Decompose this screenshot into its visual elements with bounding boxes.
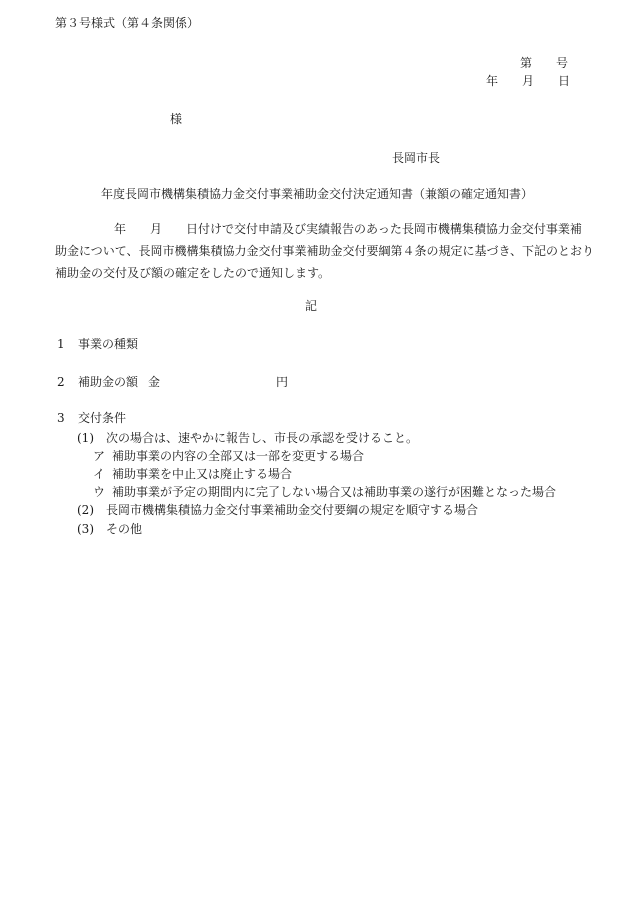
condition-2-number: (2) (77, 503, 94, 517)
condition-2-text: 長岡市機構集積協力金交付事業補助金交付要綱の規定を順守する場合 (106, 503, 479, 517)
recipient-suffix: 様 (170, 112, 183, 126)
document-title: 年度長岡市機構集積協力金交付事業補助金交付決定通知書（兼額の確定通知書） (101, 187, 534, 201)
sub-item-i-marker: イ (93, 467, 106, 481)
item-2-number: 2 (57, 375, 65, 389)
sub-item-u-text: 補助事業が予定の期間内に完了しない場合又は補助事業の遂行が困難となった場合 (112, 485, 557, 499)
sub-item-a-text: 補助事業の内容の全部又は一部を変更する場合 (112, 449, 365, 463)
condition-1-number: (1) (77, 431, 94, 445)
sub-item-a-marker: ア (93, 449, 106, 463)
item-3-label: 交付条件 (78, 411, 127, 425)
sub-item-i-text: 補助事業を中止又は廃止する場合 (112, 467, 293, 481)
body-line-1: 年 月 日付けで交付申請及び実績報告のあった長岡市機構集積協力金交付事業補 (114, 222, 582, 236)
sub-item-u-marker: ウ (93, 485, 106, 499)
condition-1-text: 次の場合は、速やかに報告し、市長の承認を受けること。 (106, 431, 419, 445)
sender-name: 長岡市長 (392, 151, 441, 165)
item-3-number: 3 (57, 411, 65, 425)
document-number: 第 号 (520, 56, 569, 70)
ki-heading: 記 (305, 299, 318, 313)
body-line-2: 助金について、長岡市機構集積協力金交付事業補助金交付要綱第４条の規定に基づき、下記のとおり (55, 244, 595, 258)
amount-unit: 円 (276, 375, 289, 389)
condition-3-number: (3) (77, 522, 94, 536)
item-2-label: 補助金の額 (78, 375, 139, 389)
body-line-3: 補助金の交付及び額の確定をしたので通知します。 (55, 266, 331, 280)
amount-prefix: 金 (148, 375, 161, 389)
condition-3-text: その他 (106, 522, 143, 536)
form-number: 第３号様式（第４条関係） (55, 16, 200, 30)
body-paragraph (55, 218, 595, 284)
document-date: 年 月 日 (486, 74, 571, 88)
item-1-label: 事業の種類 (78, 337, 139, 351)
item-1-number: 1 (57, 337, 65, 351)
